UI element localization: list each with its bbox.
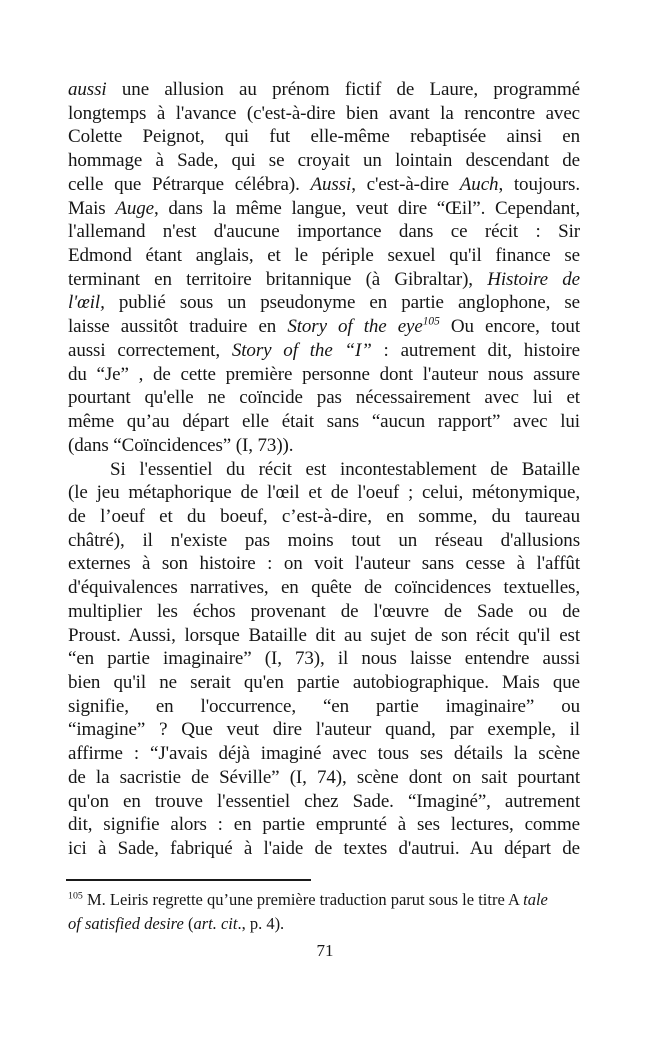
text-line: terminant en territoire britannique (à Gibraltar), Histoire de [68, 268, 580, 290]
text-line: qu'on en trouve l'essentiel chez Sade. “Imaginé”, autrement [68, 790, 580, 812]
text-line: hommage à Sade, qui se croyait un lointain descendant de [68, 150, 580, 172]
body-text [68, 78, 580, 861]
text-line: $^{105}$ M. Leiris regrette qu’une première traduction parut sous le titre A tale [68, 890, 548, 909]
text-line: l'allemand n'est d'aucune importance dans ce récit : Sir [68, 221, 580, 243]
text-line: pourtant qu'elle ne coïncide pas nécessairement avec lui et [68, 387, 580, 409]
text-line: multiplier les échos provenant de l'œuvre de Sade ou de [68, 600, 580, 622]
text-line: dit, signifie alors : en partie emprunté à ses lectures, comme [68, 814, 580, 836]
text-line: Mais Auge, dans la même langue, veut dire “Œil”. Cependant, [68, 197, 580, 219]
text-line: externes à son histoire : on voit l'auteur sans cesse à l'affût [68, 553, 580, 575]
text-line: ici à Sade, fabriqué à l'aide de textes d'autrui. Au départ de [68, 838, 580, 859]
text-line: affirme : “J'avais déjà imaginé avec tous ses détails la scène [68, 743, 580, 765]
text-line: of satisfied desire (art. cit., p. 4). [68, 913, 285, 933]
page-number: 71 [316, 941, 334, 960]
text-line: Colette Peignot, qui fut elle-même rebaptisée ainsi en [68, 126, 580, 148]
text-line: aussi une allusion au prénom fictif de Laure, programmé [68, 79, 580, 100]
text-line: “imagine” ? Que veut dire l'auteur quand, par exemple, il [68, 719, 580, 741]
text-line: même qu’au départ elle était sans “aucun rapport” avec lui [68, 411, 580, 433]
text-line: (le jeu métaphorique de l'œil et de l'oeuf ; celui, métonymique, [68, 482, 580, 504]
text-line: châtré), il n'existe pas moins tout un réseau d'allusions [68, 529, 580, 551]
text-line: (dans “Coïncidences” (I, 73)). [68, 434, 294, 456]
text-line: d'équivalences narratives, en quête de coïncidences textuelles, [68, 577, 580, 599]
footnote-separator [66, 879, 311, 881]
text-line: longtemps à l'avance (c'est-à-dire bien avant la rencontre avec [68, 102, 580, 124]
text-line: celle que Pétrarque célébra). Aussi, c'est-à-dire Auch, toujours. [68, 173, 580, 195]
text-line: “en partie imaginaire” (I, 73), il nous laisse entendre aussi [68, 648, 580, 670]
paragraph [68, 78, 580, 458]
text-line: de la sacristie de Séville” (I, 74), scène dont on sait pourtant [68, 766, 580, 788]
text-line: Proust. Aussi, lorsque Bataille dit au sujet de son récit qu'il est [68, 624, 580, 646]
footnote [68, 888, 580, 935]
text-line: Edmond étant anglais, et le périple sexuel qu'il finance se [68, 245, 580, 267]
paragraph [68, 458, 580, 861]
text-line: Si l'essentiel du récit est incontestablement de Bataille [110, 458, 580, 480]
text-line: de l’oeuf et du boeuf, c’est-à-dire, en somme, du taureau [68, 505, 580, 527]
text-line: du “Je” , de cette première personne dont l'auteur nous assure [68, 363, 580, 385]
text-line: aussi correctement, Story of the “I” : autrement dit, histoire [68, 339, 580, 361]
text-line: laisse aussitôt traduire en Story of the eye$^{105}$ Ou encore, tout [68, 315, 581, 338]
text-line: l'œil, publié sous un pseudonyme en partie anglophone, se [68, 292, 580, 314]
text-line: bien qu'il ne serait qu'en partie autobiographique. Mais que [68, 671, 580, 693]
text-line: signifie, en l'occurrence, “en partie imaginaire” ou [68, 695, 580, 717]
